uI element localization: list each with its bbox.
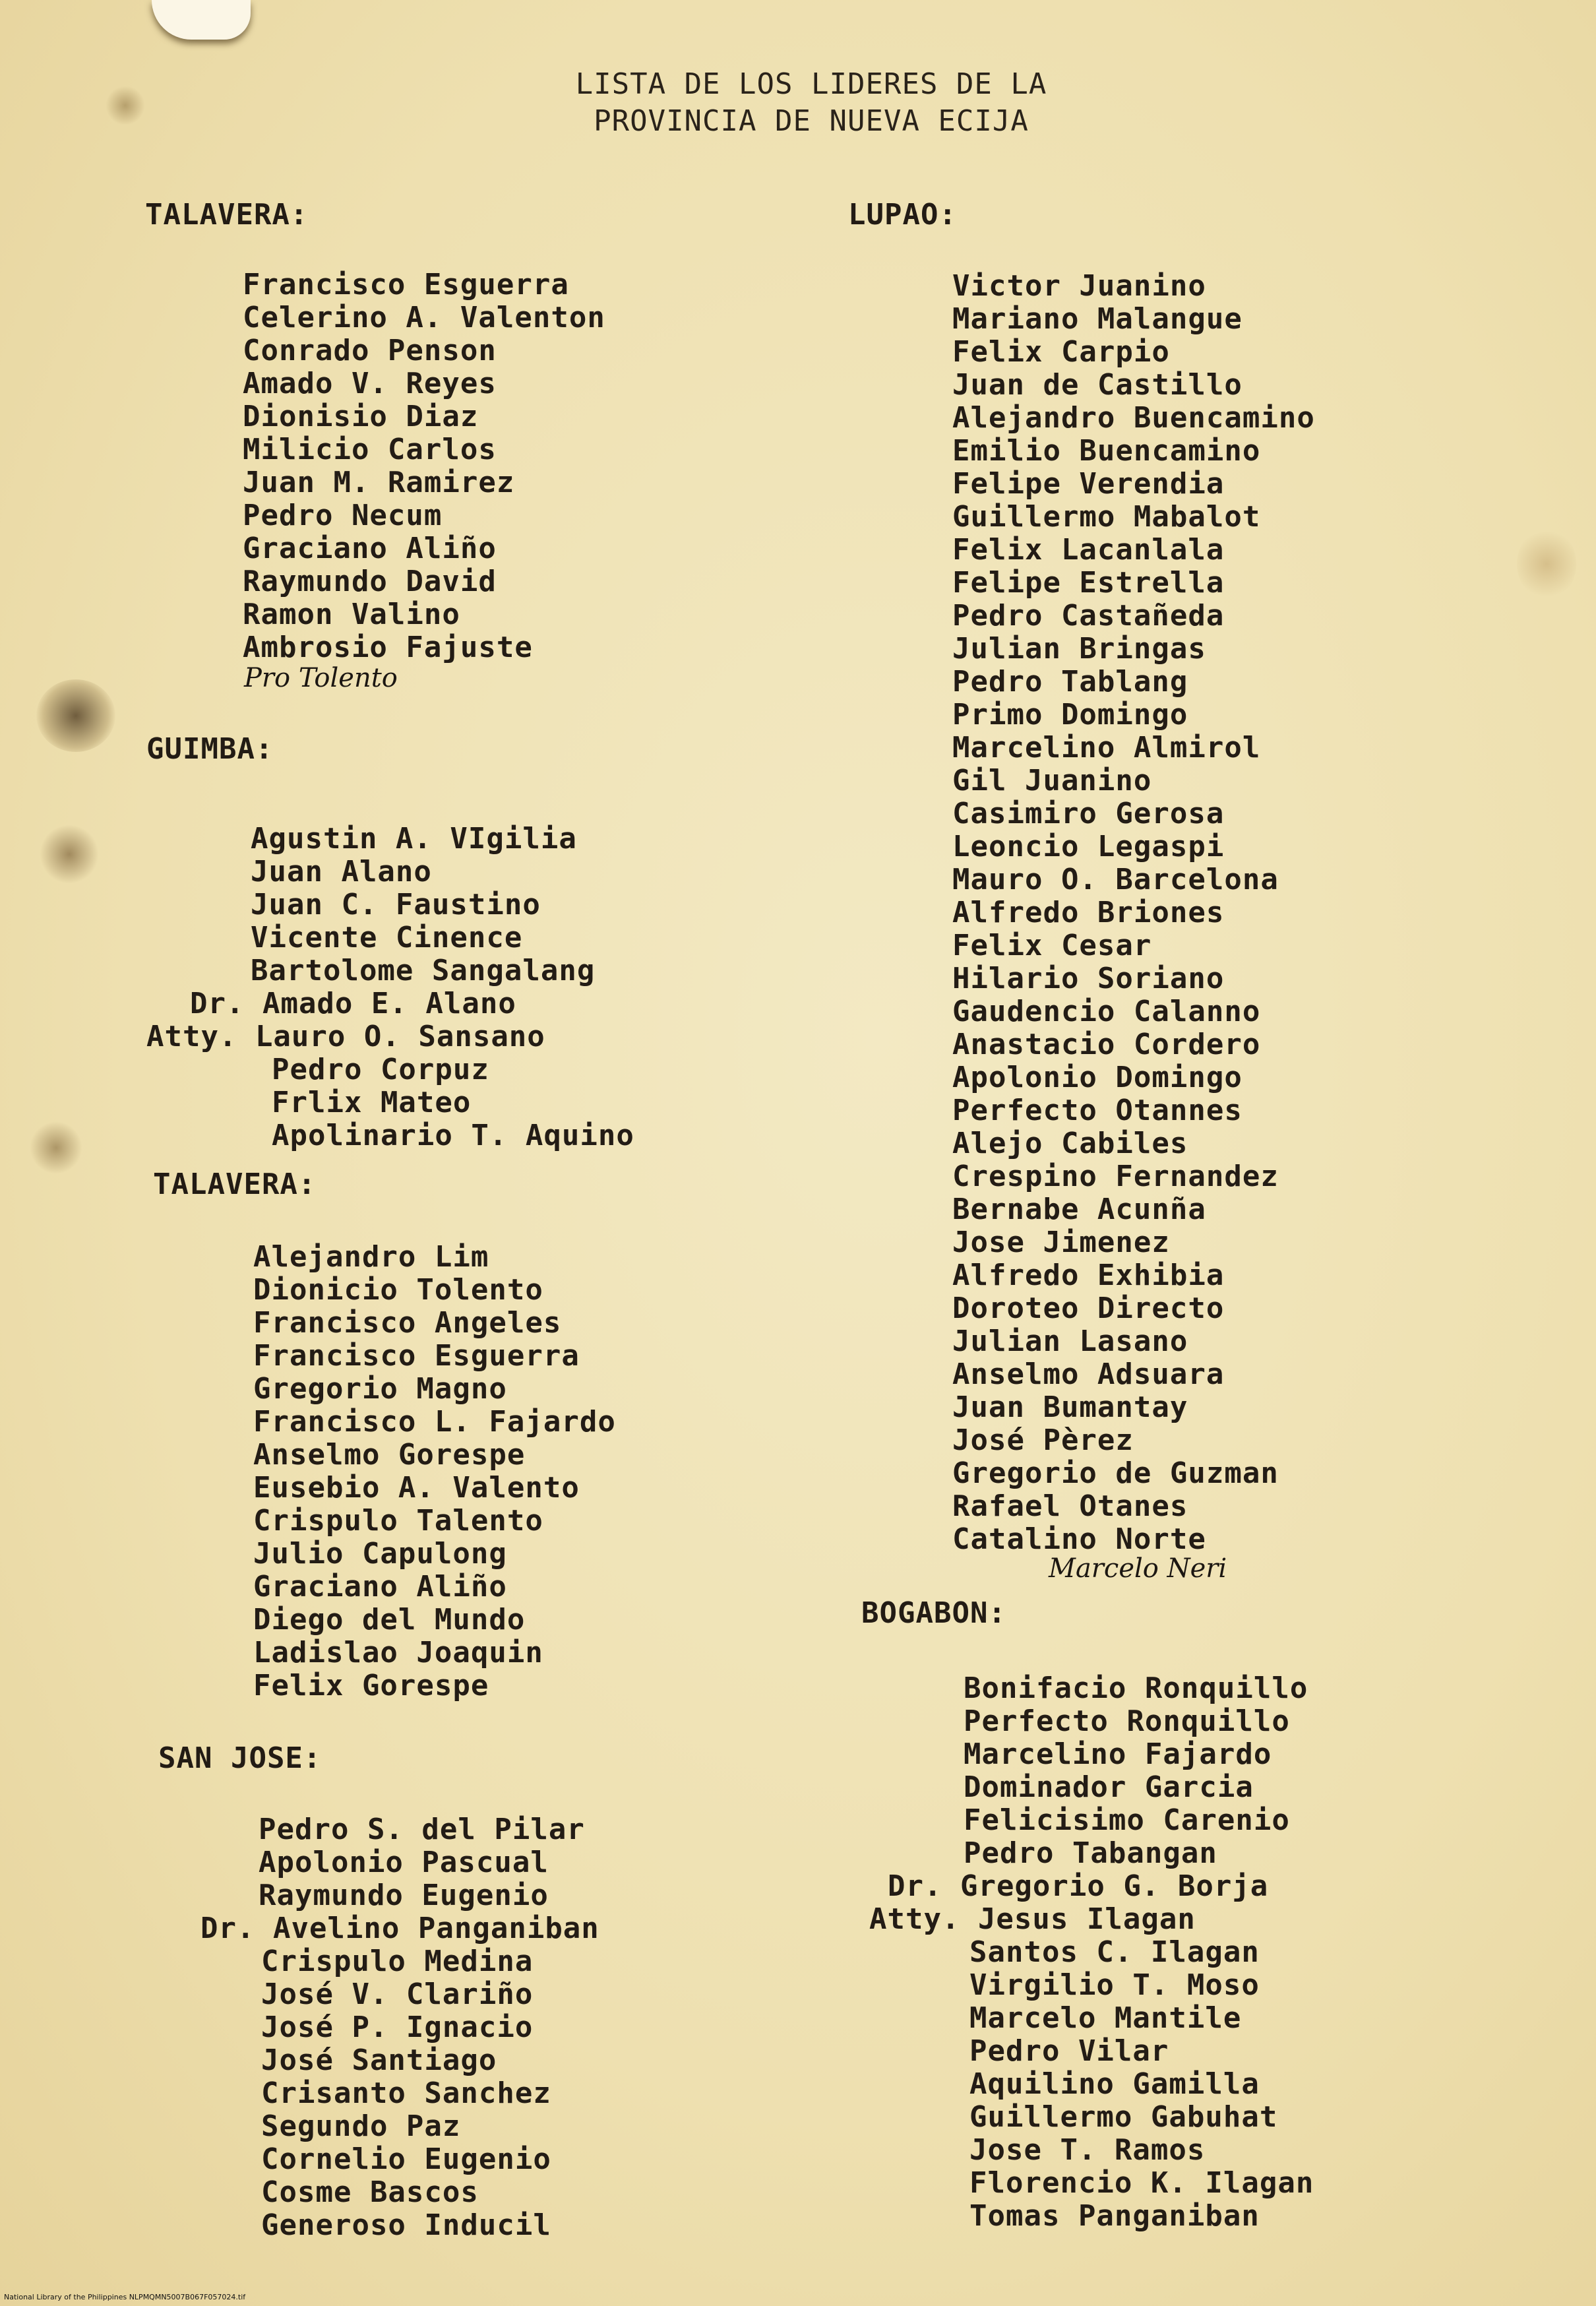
list-item: Julian Lasano <box>952 1324 1188 1358</box>
section-heading: TALAVERA: <box>153 1168 317 1201</box>
name-list <box>969 1936 1314 2233</box>
section-san-jose <box>158 1741 599 2242</box>
list-item: Jose Jimenez <box>952 1226 1170 1259</box>
list-item: Marcelo Mantile <box>969 2001 1242 2035</box>
list-item: Juan Bumantay <box>952 1390 1188 1424</box>
list-item: Juan M. Ramirez <box>243 466 515 499</box>
list-item: Francisco Esguerra <box>243 268 569 301</box>
list-item: Bernabe Acunña <box>952 1193 1206 1226</box>
list-item: Tomas Panganiban <box>969 2199 1260 2233</box>
list-item: Generoso Inducil <box>261 2208 551 2242</box>
section-lupao <box>848 198 1315 1556</box>
list-item: Anselmo Gorespe <box>253 1438 526 1472</box>
name-list <box>251 823 634 987</box>
list-item: Atty. Jesus Ilagan <box>869 1902 1196 1936</box>
list-item: Crispulo Medina <box>261 1945 534 1978</box>
list-item: Frlix Mateo <box>272 1086 472 1119</box>
stain <box>106 86 145 125</box>
name-list <box>253 1241 616 1702</box>
list-item: Francisco Esguerra <box>253 1339 580 1373</box>
list-item: Graciano Aliño <box>243 532 497 565</box>
list-item: Apolinario T. Aquino <box>272 1119 634 1152</box>
list-item: Felipe Verendia <box>952 467 1225 501</box>
list-item: Felipe Estrella <box>952 566 1225 600</box>
list-item: Doroteo Directo <box>952 1292 1225 1325</box>
list-item: Crisanto Sanchez <box>261 2076 551 2110</box>
list-item: Pedro Vilar <box>969 2034 1169 2068</box>
list-item: Bartolome Sangalang <box>251 954 596 987</box>
list-item: Gregorio Magno <box>253 1372 507 1406</box>
section-talavera-1 <box>145 198 605 664</box>
list-item: Felicisimo Carenio <box>964 1803 1290 1837</box>
list-item: Atty. Lauro O. Sansano <box>146 1020 545 1053</box>
list-item: Diego del Mundo <box>253 1603 526 1636</box>
section-heading: BOGABON: <box>861 1596 1006 1630</box>
list-item: Gaudencio Calanno <box>952 995 1261 1028</box>
list-item: Jose T. Ramos <box>969 2133 1206 2167</box>
list-item: Aquilino Gamilla <box>969 2067 1260 2101</box>
list-item: Leoncio Legaspi <box>952 830 1225 863</box>
list-item: Dr. Amado E. Alano <box>190 987 516 1020</box>
list-item: Mauro O. Barcelona <box>952 863 1279 896</box>
list-item: Pedro S. del Pilar <box>259 1813 585 1846</box>
list-item: Ramon Valino <box>243 598 460 631</box>
list-item: Dr. Gregorio G. Borja <box>888 1869 1269 1903</box>
list-item: Alfredo Briones <box>952 896 1225 929</box>
list-item: Julian Bringas <box>952 632 1206 666</box>
list-item: Emilio Buencamino <box>952 434 1261 468</box>
list-item: Pedro Castañeda <box>952 599 1225 633</box>
list-item: Gil Juanino <box>952 764 1152 797</box>
stain <box>30 1121 82 1174</box>
name-list <box>952 270 1315 1556</box>
list-item: Juan de Castillo <box>952 368 1243 402</box>
list-item: Ladislao Joaquin <box>253 1636 543 1669</box>
list-item: Guillermo Gabuhat <box>969 2100 1278 2134</box>
list-item: Francisco Angeles <box>253 1306 562 1340</box>
list-item: Ambrosio Fajuste <box>243 631 533 664</box>
list-item: Rafael Otanes <box>952 1489 1188 1523</box>
list-item: Hilario Soriano <box>952 962 1225 995</box>
name-list <box>261 1945 599 2242</box>
list-item: Raymundo Eugenio <box>259 1879 549 1912</box>
list-item: Dionisio Diaz <box>243 400 479 433</box>
list-item: Crispulo Talento <box>253 1504 543 1538</box>
list-item: Celerino A. Valenton <box>243 301 605 334</box>
list-item: José P. Ignacio <box>261 2010 534 2044</box>
list-item: Gregorio de Guzman <box>952 1456 1279 1490</box>
stain <box>1517 528 1576 600</box>
list-item: Guillermo Mabalot <box>952 500 1261 534</box>
list-item: Juan Alano <box>251 855 432 888</box>
list-item: Felix Lacanlala <box>952 533 1225 567</box>
list-item: Pedro Tablang <box>952 665 1188 699</box>
archive-footer: National Library of the Philippines NLPMQMN5007B067F057024.tif <box>4 2293 246 2301</box>
list-item: Anastacio Cordero <box>952 1028 1261 1061</box>
list-item: Segundo Paz <box>261 2109 461 2143</box>
list-item: Crespino Fernandez <box>952 1160 1279 1193</box>
stain <box>40 825 99 884</box>
list-item: Bonifacio Ronquillo <box>964 1671 1308 1705</box>
list-item: Julio Capulong <box>253 1537 507 1571</box>
name-list <box>243 268 605 664</box>
stain <box>36 679 115 752</box>
list-item: José Pèrez <box>952 1423 1134 1457</box>
name-list <box>272 1053 634 1152</box>
list-item: Anselmo Adsuara <box>952 1357 1225 1391</box>
handwritten-note: Pro Tolento <box>244 663 398 693</box>
list-item: Amado V. Reyes <box>243 367 497 400</box>
list-item: Perfecto Ronquillo <box>964 1704 1290 1738</box>
title-line-1: LISTA DE LOS LIDERES DE LA <box>575 67 1047 101</box>
list-item: Juan C. Faustino <box>251 888 541 921</box>
list-item: Conrado Penson <box>243 334 497 367</box>
list-item: Alejo Cabiles <box>952 1127 1188 1160</box>
list-item: Primo Domingo <box>952 698 1188 732</box>
list-item: Cosme Bascos <box>261 2175 479 2209</box>
list-item: Apolonio Pascual <box>259 1846 549 1879</box>
list-item: Pedro Corpuz <box>272 1053 489 1086</box>
section-heading: LUPAO: <box>848 198 957 232</box>
list-item: José V. Clariño <box>261 1978 534 2011</box>
list-item: Cornelio Eugenio <box>261 2142 551 2176</box>
list-item: Dominador Garcia <box>964 1770 1254 1804</box>
list-item: Felix Carpio <box>952 335 1170 369</box>
list-item: Dr. Avelino Panganiban <box>200 1912 599 1945</box>
section-guimba <box>146 732 634 1152</box>
list-item: Marcelino Fajardo <box>964 1737 1272 1771</box>
list-item: Apolonio Domingo <box>952 1061 1243 1094</box>
section-heading: GUIMBA: <box>146 732 274 766</box>
list-item: Pedro Necum <box>243 499 443 532</box>
section-bogabon <box>861 1596 1314 2233</box>
list-item: Alfredo Exhibia <box>952 1259 1225 1292</box>
list-item: Casimiro Gerosa <box>952 797 1225 830</box>
list-item: Alejandro Buencamino <box>952 401 1315 435</box>
list-item: Virgilio T. Moso <box>969 1968 1260 2002</box>
list-item: Perfecto Otannes <box>952 1094 1243 1127</box>
section-heading: SAN JOSE: <box>158 1741 322 1775</box>
list-item: Victor Juanino <box>952 269 1206 303</box>
list-item: Alejandro Lim <box>253 1240 489 1274</box>
list-item: Graciano Aliño <box>253 1570 507 1604</box>
name-list <box>964 1672 1314 1870</box>
list-item: José Santiago <box>261 2043 497 2077</box>
list-item: Florencio K. Ilagan <box>969 2166 1314 2200</box>
list-item: Agustin A. VIgilia <box>251 822 577 856</box>
section-talavera-2 <box>153 1168 616 1702</box>
list-item: Mariano Malangue <box>952 302 1243 336</box>
list-item: Catalino Norte <box>952 1522 1206 1556</box>
title-line-2: PROVINCIA DE NUEVA ECIJA <box>594 104 1029 138</box>
list-item: Eusebio A. Valento <box>253 1471 580 1505</box>
document-title <box>541 66 1082 140</box>
list-item: Felix Gorespe <box>253 1669 489 1702</box>
torn-corner <box>152 0 251 40</box>
list-item: Milicio Carlos <box>243 433 497 466</box>
list-item: Marcelino Almirol <box>952 731 1261 764</box>
list-item: Dionicio Tolento <box>253 1273 543 1307</box>
list-item: Felix Cesar <box>952 929 1152 962</box>
list-item: Francisco L. Fajardo <box>253 1405 616 1439</box>
list-item: Raymundo David <box>243 565 497 598</box>
list-item: Pedro Tabangan <box>964 1836 1217 1870</box>
name-list <box>259 1813 599 1912</box>
section-heading: TALAVERA: <box>145 198 309 232</box>
handwritten-note: Marcelo Neri <box>1049 1553 1227 1584</box>
list-item: Santos C. Ilagan <box>969 1935 1260 1969</box>
list-item: Vicente Cinence <box>251 921 523 954</box>
